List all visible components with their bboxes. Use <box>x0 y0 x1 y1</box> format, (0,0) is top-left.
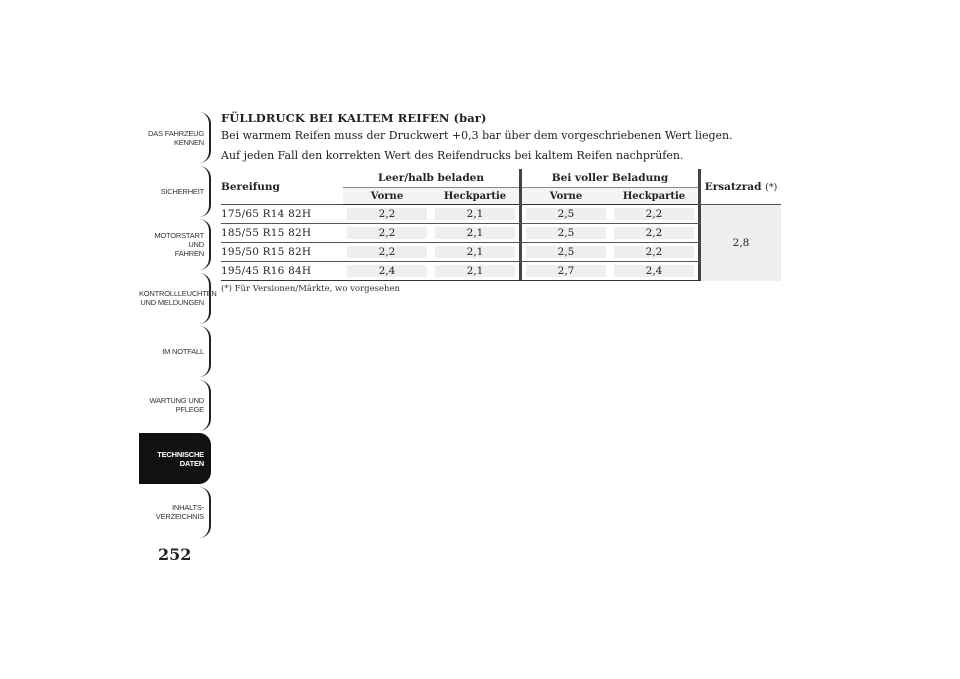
front-full-cell <box>522 262 610 281</box>
table-row <box>221 224 781 243</box>
tire-size-cell: 175/65 R14 82H <box>221 205 343 224</box>
rear-empty-cell-value: 2,1 <box>435 227 515 239</box>
header-spare-wheel <box>701 169 781 205</box>
nav-tab[interactable] <box>139 326 211 377</box>
nav-tab[interactable] <box>139 112 211 163</box>
front-full-cell <box>522 205 610 224</box>
header-front-2: Vorne <box>522 188 610 205</box>
nav-tab[interactable] <box>139 433 211 484</box>
rear-empty-cell-value: 2,1 <box>435 265 515 277</box>
front-full-cell <box>522 243 610 262</box>
nav-tab-label: WARTUNG UND <box>149 396 204 405</box>
rear-empty-cell <box>431 224 519 243</box>
rear-full-cell <box>610 205 698 224</box>
front-full-cell-value: 2,5 <box>526 227 606 239</box>
nav-tab[interactable] <box>139 166 211 217</box>
front-empty-cell-value: 2,2 <box>347 246 427 258</box>
table-row <box>221 243 781 262</box>
front-full-cell-value: 2,5 <box>526 246 606 258</box>
nav-tab-label: VERZEICHNIS <box>155 512 204 521</box>
divider <box>698 224 701 243</box>
header-full-load: Bei voller Beladung <box>551 172 669 184</box>
nav-tab-label: INHALTS- <box>171 503 204 512</box>
front-empty-cell <box>343 224 431 243</box>
front-empty-cell <box>343 243 431 262</box>
header-rear-1: Heckpartie <box>431 188 519 205</box>
divider <box>698 262 701 281</box>
rear-empty-cell-value: 2,1 <box>435 246 515 258</box>
rear-empty-cell <box>431 243 519 262</box>
tire-size-cell: 185/55 R15 82H <box>221 224 343 243</box>
header-front-1: Vorne <box>343 188 431 205</box>
rear-full-cell-value: 2,4 <box>614 265 694 277</box>
nav-tab-label: FAHREN <box>174 249 204 258</box>
tire-pressure-table <box>221 169 781 281</box>
rear-full-cell <box>610 243 698 262</box>
nav-tab-label: SICHERHEIT <box>160 186 204 196</box>
nav-tab-label: IM NOTFALL <box>162 347 204 356</box>
rear-full-cell-value: 2,2 <box>614 208 694 220</box>
nav-tab-label: DATEN <box>179 458 204 468</box>
nav-tab[interactable] <box>139 273 217 324</box>
spare-wheel-value: 2,8 <box>701 205 781 281</box>
rear-empty-cell-value: 2,1 <box>435 208 515 220</box>
table-row <box>221 262 781 281</box>
nav-tab-label: DAS FAHRZEUG <box>148 128 204 138</box>
table-row <box>221 205 781 224</box>
divider <box>698 243 701 262</box>
rear-full-cell <box>610 224 698 243</box>
front-full-cell-value: 2,5 <box>526 208 606 220</box>
nav-tab-label: KONTROLLLEUCHTEN <box>139 289 217 298</box>
front-empty-cell-value: 2,2 <box>347 208 427 220</box>
nav-tab[interactable] <box>139 487 211 538</box>
rear-full-cell <box>610 262 698 281</box>
footnote: (*) Für Versionen/Märkte, wo vorgesehen <box>221 284 400 294</box>
tire-size-cell: 195/45 R16 84H <box>221 262 343 281</box>
nav-tab[interactable] <box>139 219 211 270</box>
front-full-cell-value: 2,7 <box>526 265 606 277</box>
tire-size-cell: 195/50 R15 82H <box>221 243 343 262</box>
rear-full-cell-value: 2,2 <box>614 246 694 258</box>
front-empty-cell <box>343 205 431 224</box>
nav-tab-label: PFLEGE <box>175 405 204 414</box>
section-title: FÜLLDRUCK BEI KALTEM REIFEN (bar) <box>221 111 487 125</box>
paragraph-warm-tire: Bei warmem Reifen muss der Druckwert +0,3 bar über dem vorgeschriebenen Wert liegen. <box>221 129 733 142</box>
front-empty-cell-value: 2,2 <box>347 227 427 239</box>
paragraph-cold-check: Auf jeden Fall den korrekten Wert des Reifendrucks bei kaltem Reifen nachprüfen. <box>221 149 684 162</box>
header-rear-2: Heckpartie <box>610 188 698 205</box>
page-number: 252 <box>158 545 192 564</box>
front-full-cell <box>522 224 610 243</box>
rear-full-cell-value: 2,2 <box>614 227 694 239</box>
header-empty-half-load: Leer/halb beladen <box>377 172 484 184</box>
header-bereifung: Bereifung <box>221 180 280 193</box>
nav-tab-label: UND MELDUNGEN <box>140 298 204 307</box>
rear-empty-cell <box>431 262 519 281</box>
nav-tab-label: KENNEN <box>173 137 204 147</box>
front-empty-cell-value: 2,4 <box>347 265 427 277</box>
header-spare-label: Ersatzrad <box>704 180 762 193</box>
nav-tab-label: TECHNISCHE <box>157 449 204 459</box>
front-empty-cell <box>343 262 431 281</box>
nav-tab-label: MOTORSTART UND <box>154 231 204 249</box>
main-content <box>221 111 781 294</box>
rear-empty-cell <box>431 205 519 224</box>
nav-tab[interactable] <box>139 380 211 431</box>
header-spare-footnote-mark: (*) <box>765 181 778 193</box>
